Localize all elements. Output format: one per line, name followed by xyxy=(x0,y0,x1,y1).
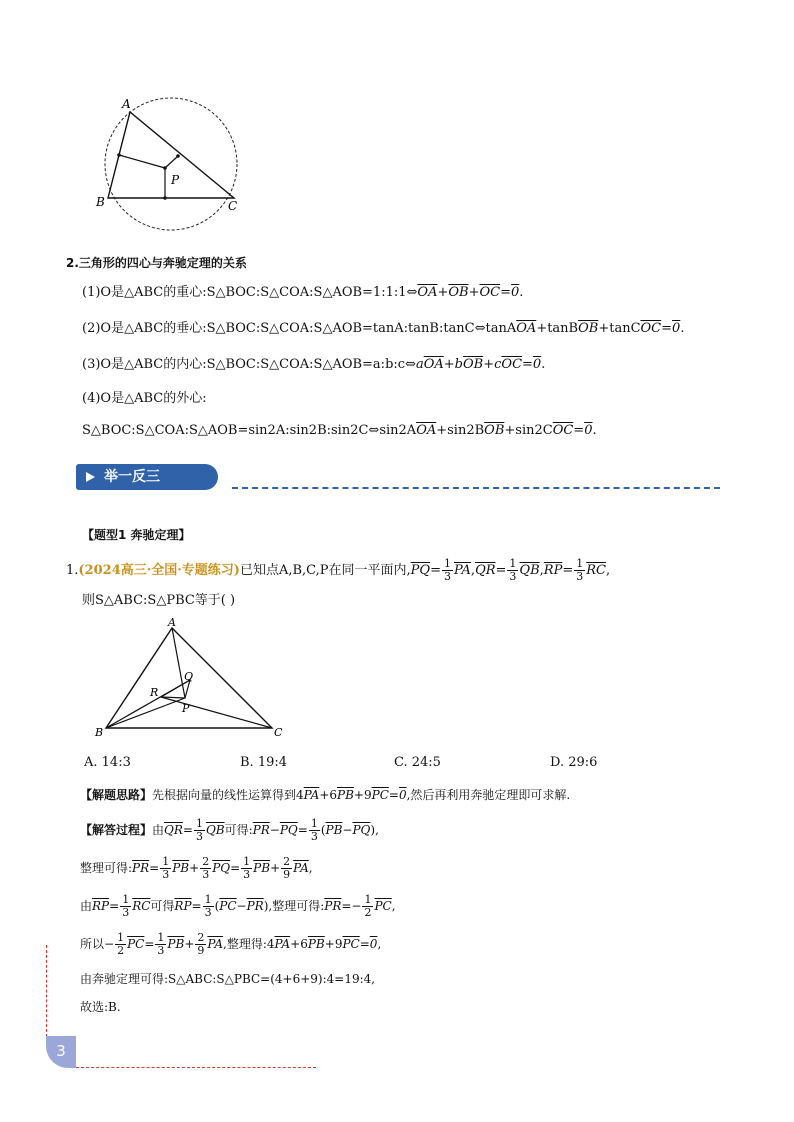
circumcircle xyxy=(105,98,237,230)
option-a[interactable]: A. 14:3 xyxy=(84,755,131,770)
label-b: B xyxy=(95,726,104,739)
circumcircle-figure xyxy=(90,92,260,240)
label-a: A xyxy=(168,618,176,629)
banner-title: 举一反三 xyxy=(104,469,160,485)
label-c: C xyxy=(274,726,283,739)
practice-banner xyxy=(76,464,218,490)
label-a: A xyxy=(122,97,131,111)
solution-step-1: 【解答过程】由$\overline{QR}=$ $\frac{1}{3}$ $\overline{QB}$可得$:\overline{PR}-\overline{PQ}=$ $\frac{1}{3}$ $(\overline{PB}-\overline{PQ})$, xyxy=(80,817,379,843)
solution-step-2: 整理可得$:\overline{PR}=$ $\frac{1}{3}$ $\overline{PB}+$ $\frac{2}{3}$ $\overline{PQ}=$ $\frac{1}{3}$ $\overline{PB}+$ $\frac{2}{9}$ $\overline{PA}$, xyxy=(80,855,313,881)
question-ask: 则S△ABC:S△PBC等于( ) xyxy=(82,593,236,608)
relation-circumcenter-label: (4)O是△ABC的外心: xyxy=(82,391,207,406)
banner-dash-rule xyxy=(232,487,720,489)
label-p: P xyxy=(171,173,180,187)
label-c: C xyxy=(228,199,238,213)
relation-circumcenter: $S\triangle BOC:S\triangle COA:S\triangle AOB=\sin 2A:\sin 2B:\sin 2C\Leftrightarrow\sin 2A\overline{OA}+\sin 2B\overline{OB}+\sin 2C\overline{OC}=0$. xyxy=(82,423,597,438)
solution-step-3: 由$\overline{RP}=$ $\frac{1}{3}$ $\overline{RC}$可得$\overline{RP}=$ $\frac{1}{3}$ $(\overline{PC}-\overline{PR})$,整理可得$:\overline{PR}=-$ $\frac{1}{2}$ $\overline{PC}$, xyxy=(80,893,396,919)
perp-bisector-ab xyxy=(119,155,165,168)
solution-idea: 【解题思路】先根据向量的线性运算得到$4\overline{PA}+6\overline{PB}+9\overline{PC}=0$,然后再利用奔驰定理即可求解. xyxy=(80,788,571,802)
solution-step-4: 所以− $\frac{1}{2}$ $\overline{PC}=$ $\frac{1}{3}$ $\overline{PB}+$ $\frac{2}{9}$ $\overline{PA}$,整理得$:4\overline{PA}+6\overline{PB}+9\overline{PC}=0$, xyxy=(80,931,382,957)
relation-orthocenter: (2)O是△ABC的垂心$:S\triangle BOC:S\triangle COA:S\triangle AOB=\tan A:\tan B:\tan C\Leftrightarrow\tan A\overline{OA}+\tan B\overline{OB}+\tan C\overline{OC}=0$. xyxy=(82,321,685,336)
solution-step-6: 故选:B. xyxy=(80,1000,121,1014)
solution-step-5: 由奔驰定理可得:S△ABC:S△PBC=(4+6+9):4=19:4, xyxy=(80,972,376,986)
label-q: Q xyxy=(184,670,194,683)
option-c[interactable]: C. 24:5 xyxy=(394,755,441,770)
relation-incenter: (3)O是△ABC的内心$:S\triangle BOC:S\triangle COA:S\triangle AOB=a:b:c\Leftrightarrow a\overline{OA}+b\overline{OB}+c\overline{OC}=0$. xyxy=(82,357,546,372)
option-d[interactable]: D. 29:6 xyxy=(550,755,598,770)
label-r: R xyxy=(150,686,159,699)
label-p: P xyxy=(182,702,190,715)
page-number: 3 xyxy=(46,1036,76,1068)
question-stem: 1.(2024高三·全国·专题练习)已知点A,B,C,P在同一平面内$,\overline{PQ}=$ $\frac{1}{3}$ $\overline{PA},\overline{QR}=$ $\frac{1}{3}$ $\overline{QB},\overline{RP}=$ $\frac{1}{3}$ $\overline{RC}$, xyxy=(66,557,611,583)
section-heading: 2.三角形的四心与奔驰定理的关系 xyxy=(66,256,247,270)
option-b[interactable]: B. 19:4 xyxy=(240,755,288,770)
page-corner-dash-horizontal xyxy=(76,1067,316,1068)
page-corner-dash-vertical xyxy=(46,945,47,1037)
question-type-label: 【题型1 奔驰定理】 xyxy=(82,528,191,542)
relation-centroid: (1)O是△ABC的重心$:S\triangle BOC:S\triangle COA:S\triangle AOB=1:1:1\Leftrightarrow\overline{OA}+\overline{OB}+\overline{OC}=0$. xyxy=(82,285,524,300)
triangle-pqr-figure xyxy=(92,618,292,742)
play-triangle-icon xyxy=(86,472,95,482)
label-b: B xyxy=(96,195,105,209)
perp-bisector-ac xyxy=(165,156,178,168)
